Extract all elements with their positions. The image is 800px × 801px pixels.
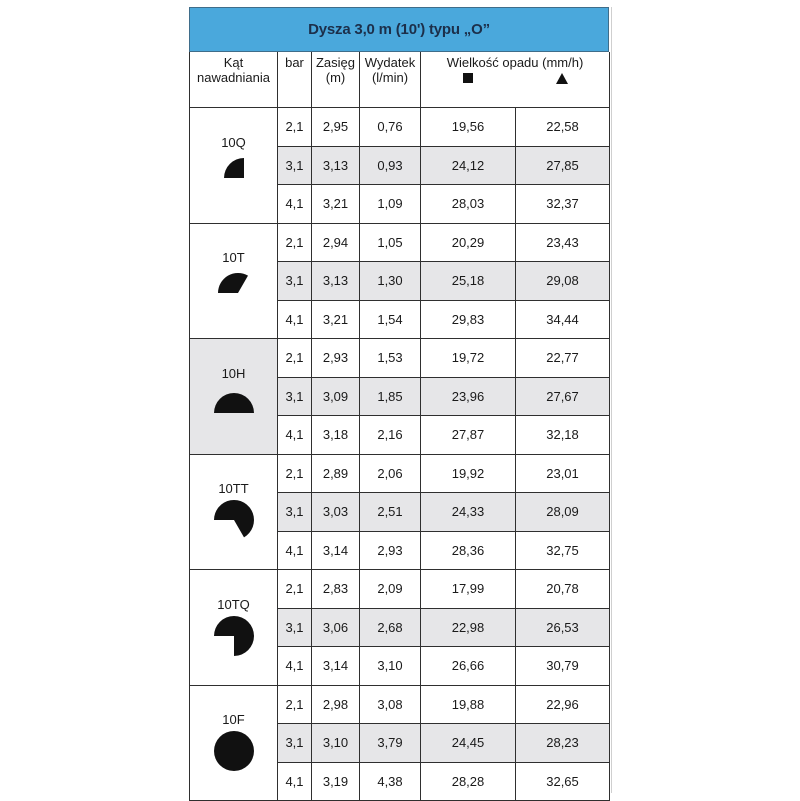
cell-flow: 3,08 — [360, 685, 421, 724]
header-range: Zasięg (m) — [312, 52, 360, 108]
cell-sq: 22,98 — [421, 608, 516, 647]
cell-range: 3,13 — [312, 146, 360, 185]
nozzle-table — [189, 52, 610, 801]
cell-bar: 4,1 — [278, 416, 312, 455]
cell-tri: 32,75 — [516, 531, 610, 570]
cell-sq: 23,96 — [421, 377, 516, 416]
cell-sq: 19,56 — [421, 108, 516, 147]
cell-range: 3,14 — [312, 647, 360, 686]
cell-range: 2,83 — [312, 570, 360, 609]
cell-tri: 20,78 — [516, 570, 610, 609]
cell-tri: 22,77 — [516, 339, 610, 378]
cell-sq: 24,45 — [421, 724, 516, 763]
table-body — [190, 108, 610, 801]
full-circle-shape — [214, 731, 254, 771]
cell-bar: 3,1 — [278, 724, 312, 763]
cell-sq: 25,18 — [421, 262, 516, 301]
angle-label: 10H — [221, 365, 246, 381]
half-circle-shape — [214, 393, 254, 413]
cell-flow: 1,05 — [360, 223, 421, 262]
cell-flow: 0,76 — [360, 108, 421, 147]
cell-flow: 2,06 — [360, 454, 421, 493]
cell-range: 3,13 — [312, 262, 360, 301]
cell-range: 3,06 — [312, 608, 360, 647]
cell-bar: 4,1 — [278, 762, 312, 801]
cell-bar: 3,1 — [278, 377, 312, 416]
cell-flow: 0,93 — [360, 146, 421, 185]
cell-flow: 4,38 — [360, 762, 421, 801]
cell-tri: 26,53 — [516, 608, 610, 647]
precipitation-symbols — [421, 73, 609, 84]
cell-sq: 24,12 — [421, 146, 516, 185]
cell-flow: 2,16 — [360, 416, 421, 455]
cell-flow: 2,09 — [360, 570, 421, 609]
cell-sq: 28,28 — [421, 762, 516, 801]
cell-range: 3,14 — [312, 531, 360, 570]
cell-range: 3,21 — [312, 185, 360, 224]
cell-range: 3,09 — [312, 377, 360, 416]
cell-flow: 1,53 — [360, 339, 421, 378]
cell-range: 3,21 — [312, 300, 360, 339]
cell-tri: 22,58 — [516, 108, 610, 147]
cell-sq: 20,29 — [421, 223, 516, 262]
cell-bar: 2,1 — [278, 454, 312, 493]
square-icon — [463, 73, 473, 83]
cell-flow: 1,30 — [360, 262, 421, 301]
cell-flow: 3,10 — [360, 647, 421, 686]
cell-bar: 2,1 — [278, 223, 312, 262]
cell-flow: 1,54 — [360, 300, 421, 339]
cell-range: 3,19 — [312, 762, 360, 801]
cell-bar: 3,1 — [278, 146, 312, 185]
cell-tri: 22,96 — [516, 685, 610, 724]
header-precipitation-label: Wielkość opadu (mm/h) — [446, 55, 584, 70]
table-row — [190, 570, 610, 609]
cell-sq: 26,66 — [421, 647, 516, 686]
cell-bar: 3,1 — [278, 262, 312, 301]
angle-label: 10TQ — [217, 596, 250, 612]
cell-sq: 27,87 — [421, 416, 516, 455]
cell-bar: 4,1 — [278, 185, 312, 224]
cell-tri: 27,67 — [516, 377, 610, 416]
cell-flow: 1,09 — [360, 185, 421, 224]
table-row — [190, 454, 610, 493]
header-bar: bar — [278, 52, 312, 108]
cell-sq: 17,99 — [421, 570, 516, 609]
cell-bar: 2,1 — [278, 339, 312, 378]
cell-sq: 19,88 — [421, 685, 516, 724]
angle-cell — [190, 223, 278, 339]
cell-sq: 19,92 — [421, 454, 516, 493]
angle-label: 10T — [222, 250, 245, 266]
cell-tri: 28,09 — [516, 493, 610, 532]
table-title: Dysza 3,0 m (10') typu „O” — [189, 7, 609, 52]
angle-cell — [190, 454, 278, 570]
cell-tri: 29,08 — [516, 262, 610, 301]
angle-cell — [190, 685, 278, 801]
table-row — [190, 223, 610, 262]
table-row — [190, 108, 610, 147]
quarter-circle-shape — [224, 158, 244, 178]
half-circle-pattern-icon — [212, 383, 256, 427]
cell-bar: 3,1 — [278, 608, 312, 647]
cell-flow: 2,93 — [360, 531, 421, 570]
cell-range: 2,89 — [312, 454, 360, 493]
angle-cell — [190, 339, 278, 455]
cell-flow: 2,68 — [360, 608, 421, 647]
full-circle-pattern-icon — [212, 729, 256, 773]
header-flow: Wydatek (l/min) — [360, 52, 421, 108]
cell-range: 2,95 — [312, 108, 360, 147]
header-angle: Kąt nawadniania — [190, 52, 278, 108]
cell-tri: 28,23 — [516, 724, 610, 763]
cell-bar: 4,1 — [278, 300, 312, 339]
quarter-circle-pattern-icon — [212, 152, 256, 196]
three-quarter-circle-shape — [214, 616, 254, 656]
cell-sq: 28,36 — [421, 531, 516, 570]
cell-flow: 1,85 — [360, 377, 421, 416]
two-thirds-circle-shape — [214, 500, 254, 537]
angle-label: 10TT — [218, 481, 249, 497]
cell-sq: 29,83 — [421, 300, 516, 339]
cell-bar: 2,1 — [278, 685, 312, 724]
cell-range: 3,10 — [312, 724, 360, 763]
third-circle-shape — [218, 273, 248, 293]
cell-range: 3,18 — [312, 416, 360, 455]
angle-cell-content — [190, 481, 277, 542]
angle-cell-content — [190, 597, 277, 658]
cell-sq: 28,03 — [421, 185, 516, 224]
table-row — [190, 339, 610, 378]
two-thirds-circle-pattern-icon — [212, 498, 256, 542]
angle-label: 10Q — [221, 134, 246, 150]
cell-tri: 23,43 — [516, 223, 610, 262]
cell-range: 2,93 — [312, 339, 360, 378]
angle-cell-content — [190, 135, 277, 196]
cell-tri: 32,18 — [516, 416, 610, 455]
header-row — [190, 52, 610, 108]
cell-bar: 3,1 — [278, 493, 312, 532]
cell-bar: 2,1 — [278, 108, 312, 147]
angle-cell-content — [190, 250, 277, 311]
cell-tri: 34,44 — [516, 300, 610, 339]
table-row — [190, 685, 610, 724]
cell-sq: 24,33 — [421, 493, 516, 532]
angle-cell — [190, 108, 278, 224]
cell-tri: 32,65 — [516, 762, 610, 801]
cell-bar: 4,1 — [278, 531, 312, 570]
page-edge-line — [611, 7, 612, 793]
cell-sq: 19,72 — [421, 339, 516, 378]
cell-bar: 4,1 — [278, 647, 312, 686]
cell-range: 2,94 — [312, 223, 360, 262]
cell-tri: 27,85 — [516, 146, 610, 185]
cell-range: 3,03 — [312, 493, 360, 532]
cell-flow: 2,51 — [360, 493, 421, 532]
angle-label: 10F — [222, 712, 245, 728]
cell-flow: 3,79 — [360, 724, 421, 763]
third-circle-pattern-icon — [212, 267, 256, 311]
angle-cell — [190, 570, 278, 686]
cell-tri: 23,01 — [516, 454, 610, 493]
cell-range: 2,98 — [312, 685, 360, 724]
cell-tri: 32,37 — [516, 185, 610, 224]
angle-cell-content — [190, 366, 277, 427]
angle-cell-content — [190, 712, 277, 773]
cell-bar: 2,1 — [278, 570, 312, 609]
triangle-icon — [556, 73, 568, 84]
three-quarter-circle-pattern-icon — [212, 614, 256, 658]
header-precipitation — [421, 52, 610, 108]
cell-tri: 30,79 — [516, 647, 610, 686]
nozzle-spec-sheet — [189, 7, 609, 801]
